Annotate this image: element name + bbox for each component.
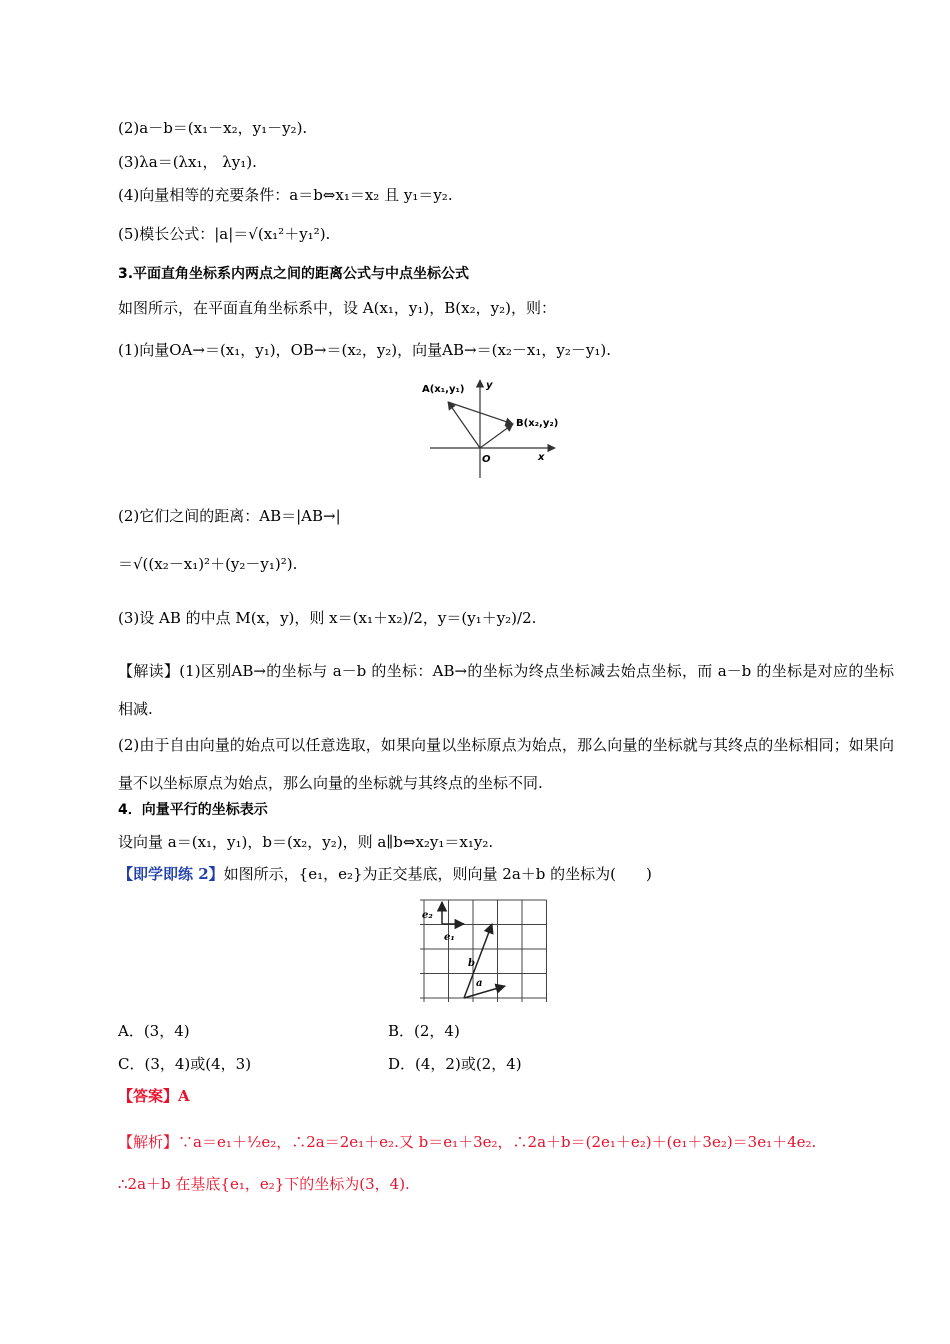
exercise-question: 如图所示，{e₁，e₂}为正交基底，则向量 2a＋b 的坐标为( ) (223, 865, 652, 883)
point-b-label: B(x₂,y₂) (516, 418, 559, 429)
vector-oa (448, 402, 480, 448)
b-label: b (468, 958, 475, 969)
reading-paragraph-1: 【解读】(1)区别AB→的坐标与 a－b 的坐标：AB→的坐标为终点坐标减去始点坐标，而 a－b 的坐标是对应的坐标相减. (118, 662, 894, 718)
e2-label: e₂ (422, 910, 433, 921)
x-axis-label: x (538, 452, 545, 463)
answer-line: 【答案】A (118, 1087, 190, 1105)
option-c[interactable]: C．(3，4)或(4，3) (118, 1055, 252, 1073)
reading-paragraph-2: (2)由于自由向量的始点可以任意选取，如果向量以坐标原点为始点，那么向量的坐标就与其终点的坐标相同；如果向量不以坐标原点为始点，那么向量的坐标就与其终点的坐标不同. (118, 736, 894, 792)
origin-label: O (482, 454, 491, 465)
section3-distance-formula: ＝√((x₂－x₁)²＋(y₂－y₁)²). (118, 555, 298, 573)
vector-a (464, 986, 505, 998)
option-a[interactable]: A．(3，4) (118, 1022, 190, 1040)
section3-midpoint: (3)设 AB 的中点 M(x，y)，则 x＝(x₁＋x₂)/2，y＝(y₁＋y₂)/2. (118, 609, 537, 627)
option-b[interactable]: B．(2，4) (388, 1022, 460, 1040)
section3-heading: 3.平面直角坐标系内两点之间的距离公式与中点坐标公式 (118, 266, 470, 282)
exercise-question-line (118, 864, 652, 884)
a-label: a (476, 978, 483, 989)
analysis-line-1: 【解析】∵a＝e₁＋½e₂，∴2a＝2e₁＋e₂.又 b＝e₁＋3e₂，∴2a＋b＝(2e₁＋e₂)＋(e₁＋3e₂)＝3e₁＋4e₂. (118, 1133, 817, 1151)
formula-modulus: (5)模长公式：|a|＝√(x₁²＋y₁²). (118, 225, 331, 243)
e1-label: e₁ (444, 932, 455, 943)
option-d[interactable]: D．(4，2)或(2，4) (388, 1055, 522, 1073)
section3-distance: (2)它们之间的距离：AB＝|AB→| (118, 507, 341, 525)
y-axis-label: y (486, 380, 493, 391)
basis-grid-figure (418, 896, 563, 1006)
formula-vector-equality: (4)向量相等的充要条件：a＝b⇔x₁＝x₂ 且 y₁＝y₂. (118, 186, 453, 204)
analysis-line-2: ∴2a＋b 在基底{e₁，e₂}下的坐标为(3，4). (118, 1175, 410, 1193)
section3-intro: 如图所示，在平面直角坐标系中，设 A(x₁，y₁)，B(x₂，y₂)，则： (118, 299, 556, 317)
section4-parallel-condition: 设向量 a＝(x₁，y₁)，b＝(x₂，y₂)，则 a∥b⇔x₂y₁＝x₁y₂. (118, 833, 494, 851)
formula-subtraction: (2)a－b＝(x₁－x₂，y₁－y₂). (118, 119, 308, 137)
exercise-tag: 【即学即练 2】 (118, 865, 224, 883)
grid-lines (420, 900, 547, 1002)
coordinate-figure (420, 372, 570, 482)
formula-scalar-multiplication: (3)λa＝(λx₁， λy₁). (118, 153, 257, 171)
section3-vector-coordinates: (1)向量OA→＝(x₁，y₁)，OB→＝(x₂，y₂)，向量AB→＝(x₂－x₁，y₂－y₁). (118, 341, 611, 359)
section4-heading: 4．向量平行的坐标表示 (118, 802, 268, 818)
vector-ob (480, 424, 513, 448)
point-a-label: A(x₁,y₁) (422, 384, 465, 395)
